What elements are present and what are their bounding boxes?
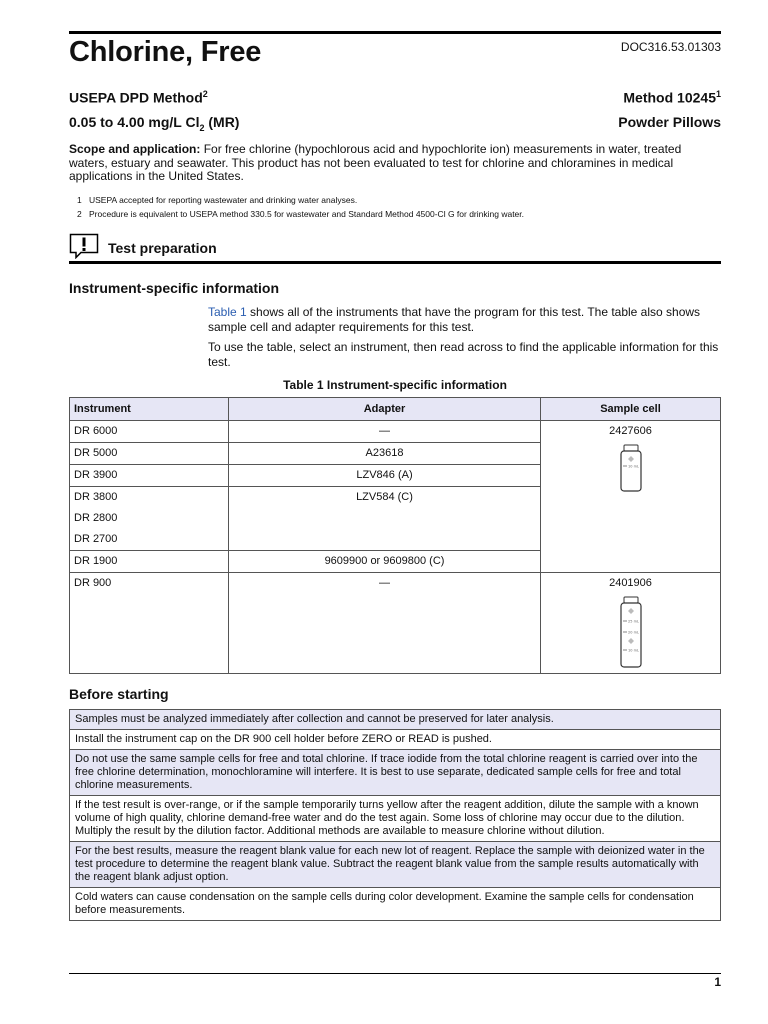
method-number: Method 10245$^1$ bbox=[623, 89, 721, 106]
sample-cell-round-icon bbox=[619, 596, 643, 668]
top-rule bbox=[69, 31, 721, 34]
instrument-table bbox=[69, 397, 721, 674]
instrument-info-heading: Instrument-specific information bbox=[69, 280, 280, 296]
column-header-sample-cell: Sample cell bbox=[541, 398, 721, 421]
table-1-link[interactable]: Table 1 bbox=[208, 305, 247, 319]
table-row: If the test result is over-range, or if the sample temporarily turns yellow after the reagent addition, dilute the sample with a known volume of high quality, chlorine demand-free water and do the test again. Some loss of chlorine may occur due to the dilution. Multiply the result by the dilution factor. Additional methods are available to measure chlorine without dilution. bbox=[70, 796, 721, 842]
table-row: Install the instrument cap on the DR 900 cell holder before ZERO or READ is pushed. bbox=[70, 730, 721, 750]
svg-text:25 mL: 25 mL bbox=[627, 619, 639, 624]
page-title: Chlorine, Free bbox=[69, 36, 262, 68]
instrument-info-paragraph-2: To use the table, select an instrument, then read across to find the applicable information for this test. bbox=[208, 340, 719, 369]
table-row: DR 5000 A23618 bbox=[70, 443, 721, 465]
scope-paragraph bbox=[69, 143, 721, 184]
before-starting-table bbox=[69, 709, 721, 921]
svg-text:10 mL: 10 mL bbox=[627, 648, 639, 653]
doc-number: DOC316.53.01303 bbox=[620, 40, 721, 54]
table-caption: Table 1 Instrument-specific information bbox=[283, 378, 507, 392]
before-starting-heading: Before starting bbox=[69, 686, 169, 702]
measurement-range: 0.05 to 4.00 mg/L $Cl_2$ (MR) bbox=[69, 114, 240, 133]
table-row: Do not use the same sample cells for free and total chlorine. If trace iodide from the total chlorine reagent is carried over into the free chlorine determination, monochloramine will interfere. It is best to use separate, dedicated sample cells for free and total chlorine measurements. bbox=[70, 750, 721, 796]
reagent-format: Powder Pillows bbox=[618, 114, 721, 130]
table-row: DR 1900 9609900 or 9609800 (C) bbox=[70, 551, 721, 573]
column-header-adapter: Adapter bbox=[229, 398, 541, 421]
exclamation-note-icon bbox=[69, 233, 99, 259]
table-row: DR 3800 DR 2800 DR 2700 LZV584 (C) bbox=[70, 487, 721, 551]
sample-cell-2-number: 2401906 bbox=[609, 577, 652, 589]
sample-cell-1 bbox=[541, 421, 721, 573]
section-rule bbox=[69, 261, 721, 264]
sample-cell-1-number: 2427606 bbox=[609, 425, 652, 437]
footnote-2: 2 Procedure is equivalent to USEPA method 330.5 for wastewater and Standard Method 4500-Cl G for drinking water. bbox=[77, 209, 525, 219]
sample-cell-square-icon bbox=[619, 444, 643, 492]
svg-text:10 mL: 10 mL bbox=[627, 464, 639, 469]
table-row: DR 3900 LZV846 (A) bbox=[70, 465, 721, 487]
method-name: USEPA DPD Method$^2$ bbox=[69, 89, 208, 106]
table-row: Samples must be analyzed immediately after collection and cannot be preserved for later analysis. bbox=[70, 710, 721, 730]
table-header-row bbox=[70, 398, 721, 421]
page-number: 1 bbox=[714, 975, 721, 989]
table-row: Cold waters can cause condensation on the sample cells during color development. Examine the sample cells for condensation before measurements. bbox=[70, 888, 721, 921]
scope-label: Scope and application: bbox=[69, 142, 201, 156]
table-row: DR 900 — 2401906 25 mL 20 mL 10 mL bbox=[70, 573, 721, 674]
svg-text:20 mL: 20 mL bbox=[627, 630, 639, 635]
sample-cell-2 bbox=[541, 573, 721, 674]
bottom-rule bbox=[69, 973, 721, 974]
table-row: For the best results, measure the reagent blank value for each new lot of reagent. Replace the sample with deionized water in the test procedure to determine the reagent blank value. Subtract the reagent blank value from the sample results automatically with the reagent blank adjust option. bbox=[70, 842, 721, 888]
column-header-instrument: Instrument bbox=[70, 398, 229, 421]
test-preparation-heading: Test preparation bbox=[108, 240, 217, 256]
table-row: DR 6000 — 2427606 10 mL bbox=[70, 421, 721, 443]
footnote-1: 1 USEPA accepted for reporting wastewater and drinking water analyses. bbox=[77, 195, 358, 205]
scope-text: For free chlorine (hypochlorous acid and hypochlorite ion) measurements in water, treated waters, estuary and seawater. This product has not been evaluated to test for chlorine and chloramines in medical applications in the United States. bbox=[69, 142, 682, 183]
instrument-info-paragraph-1: Table 1 shows all of the instruments that have the program for this test. The table also shows sample cell and adapter requirements for this test. bbox=[208, 305, 701, 334]
